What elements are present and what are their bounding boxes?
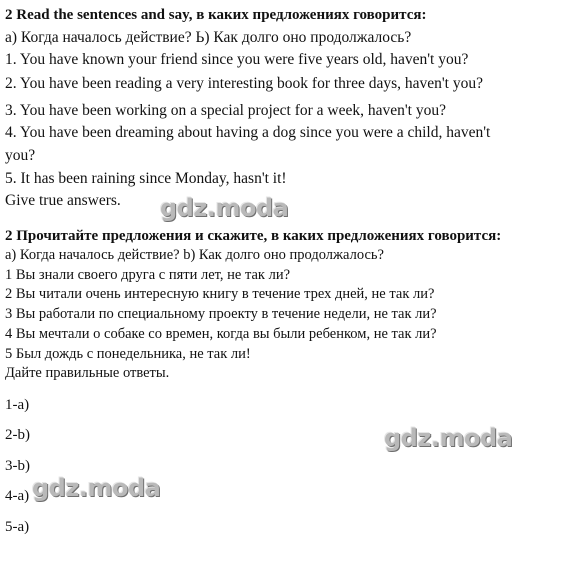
answer-3: 3-b)	[5, 458, 30, 474]
watermark-1: gdz.moda	[160, 194, 289, 222]
sentence-1-ru: 1 Вы знали своего друга с пяти лет, не так ли?	[5, 267, 291, 283]
sentence-3-ru: 3 Вы работали по специальному проекту в течение недели, не так ли?	[5, 306, 437, 322]
watermark-3: gdz.moda	[32, 474, 161, 502]
instruction-en: Give true answers.	[5, 192, 121, 209]
answer-4: 4-a)	[5, 488, 30, 504]
answer-1: 1-a)	[5, 397, 30, 413]
sentence-5-ru: 5 Был дождь с понедельника, не так ли!	[5, 346, 251, 362]
answer-2: 2-b)	[5, 427, 30, 443]
sentence-2-en: 2. You have been reading a very interesting book for three days, haven't you?	[5, 75, 483, 92]
sentence-4-en-line1: 4. You have been dreaming about having a dog since you were a child, haven't	[5, 124, 491, 141]
exercise-questions-ru: а) Когда началось действие? b) Как долго оно продолжалось?	[5, 247, 384, 263]
sentence-3-en: 3. You have been working on a special project for a week, haven't you?	[5, 102, 446, 119]
sentence-4-ru: 4 Вы мечтали о собаке со времен, когда вы были ребенком, не так ли?	[5, 326, 437, 342]
sentence-4-en-line2: you?	[5, 147, 36, 164]
sentence-1-en: 1. You have known your friend since you were five years old, haven't you?	[5, 51, 469, 68]
exercise-heading-en: 2 Read the sentences and say, в каких предложениях говорится:	[5, 7, 427, 23]
answer-5: 5-a)	[5, 519, 30, 535]
watermark-2: gdz.moda	[384, 424, 513, 452]
sentence-5-en: 5. It has been raining since Monday, hasn't it!	[5, 170, 287, 187]
exercise-questions-en: а) Когда началось действие? Ь) Как долго оно продолжалось?	[5, 29, 412, 46]
instruction-ru: Дайте правильные ответы.	[5, 365, 170, 381]
sentence-2-ru: 2 Вы читали очень интересную книгу в течение трех дней, не так ли?	[5, 286, 435, 302]
exercise-heading-ru: 2 Прочитайте предложения и скажите, в каких предложениях говорится:	[5, 228, 502, 244]
